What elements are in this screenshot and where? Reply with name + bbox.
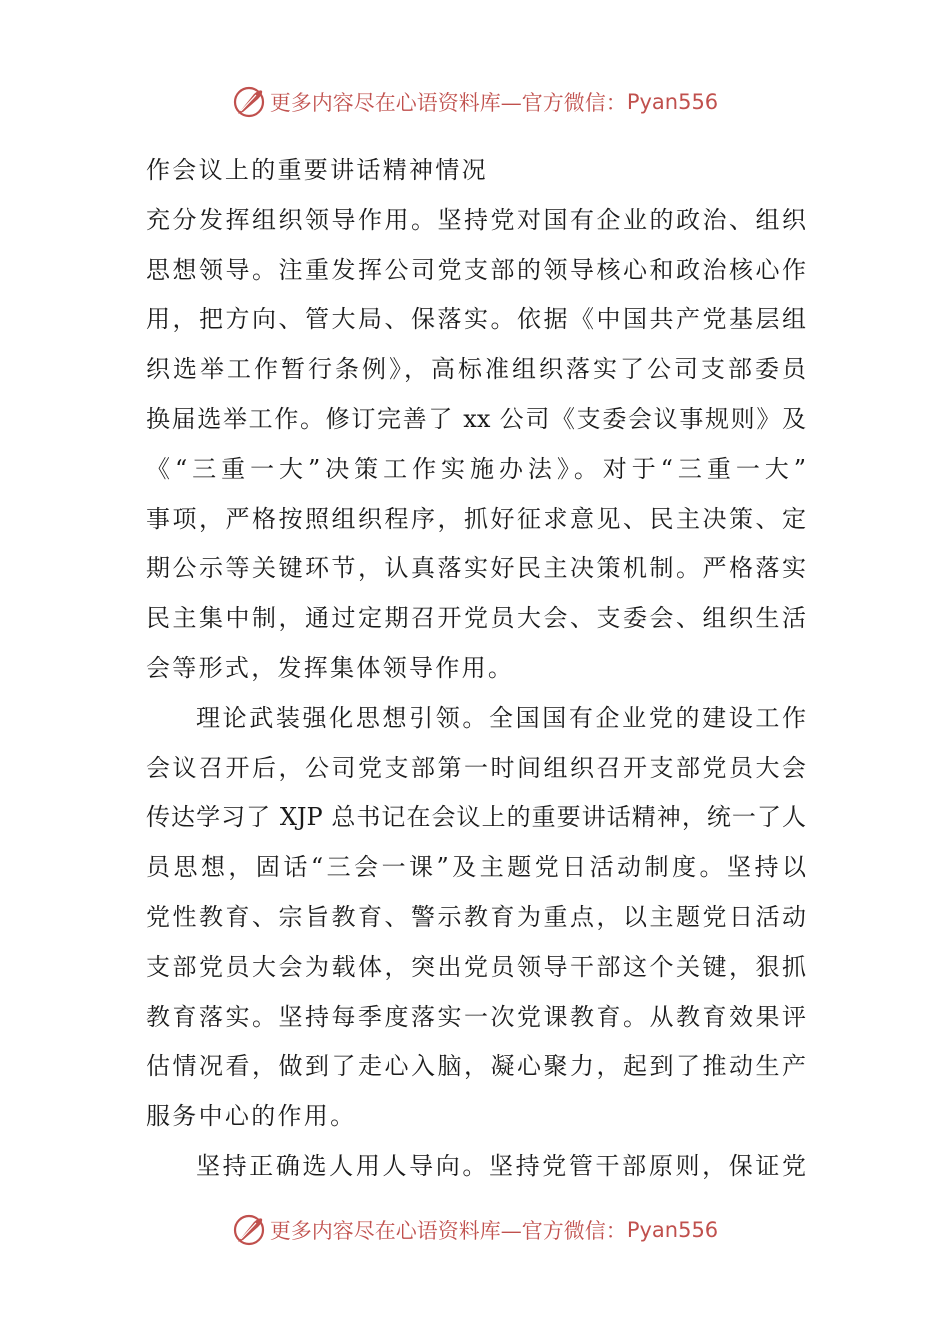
- text-line: 《“三重一大”决策工作实施办法》。对于“三重一大”: [146, 454, 806, 483]
- header-watermark-banner: [0, 82, 950, 122]
- text-line: 织选举工作暂行条例》，高标准组织落实了公司支部委员: [146, 355, 806, 384]
- text-line: 服务中心的作用。: [146, 1102, 357, 1131]
- text-line: 会议召开后，公司党支部第一时间组织召开支部党员大会: [146, 753, 806, 782]
- text-line: 党性教育、宗旨教育、警示教育为重点，以主题党日活动: [146, 902, 806, 931]
- banner-wechat-id: Pyan556: [626, 1218, 719, 1242]
- text-line: 作会议上的重要讲话精神情况: [146, 156, 488, 184]
- text-line: 教育落实。坚持每季度落实一次党课教育。从教育效果评: [146, 1002, 806, 1031]
- text-line: 换届选举工作。修订完善了 xx 公司《支委会议事规则》及: [146, 404, 806, 433]
- paragraph-first-line: 理论武装强化思想引领。全国国有企业党的建设工作: [196, 703, 806, 732]
- banner-slogan: 更多内容尽在心语资料库—官方微信：: [269, 91, 627, 115]
- text-line: 传达学习了 XJP 总书记在会议上的重要讲话精神，统一了人: [146, 803, 806, 832]
- text-line: 员思想，固话“三会一课”及主题党日活动制度。坚持以: [146, 853, 806, 882]
- quill-logo-icon: [232, 85, 266, 119]
- text-line: 期公示等关键环节，认真落实好民主决策机制。严格落实: [146, 554, 806, 583]
- quill-logo-icon: [232, 1213, 266, 1247]
- text-line: 思想领导。注重发挥公司党支部的领导核心和政治核心作: [146, 255, 806, 284]
- banner-wechat-id: Pyan556: [626, 90, 719, 114]
- text-line: 民主集中制，通过定期召开党员大会、支委会、组织生活: [146, 604, 806, 633]
- text-line: 事项，严格按照组织程序，抓好征求意见、民主决策、定: [146, 504, 806, 533]
- banner-slogan: 更多内容尽在心语资料库—官方微信：: [269, 1219, 627, 1243]
- document-body: [146, 146, 806, 1192]
- text-line: 支部党员大会为载体，突出党员领导干部这个关键，狠抓: [146, 952, 806, 981]
- text-line: 会等形式，发挥集体领导作用。: [146, 653, 515, 682]
- footer-watermark-banner: [0, 1210, 950, 1250]
- paragraph-first-line: 坚持正确选人用人导向。坚持党管干部原则，保证党: [196, 1151, 806, 1180]
- text-line: 充分发挥组织领导作用。坚持党对国有企业的政治、组织: [146, 205, 806, 234]
- text-line: 用，把方向、管大局、保落实。依据《中国共产党基层组: [146, 305, 806, 334]
- text-line: 估情况看，做到了走心入脑，凝心聚力，起到了推动生产: [146, 1052, 806, 1081]
